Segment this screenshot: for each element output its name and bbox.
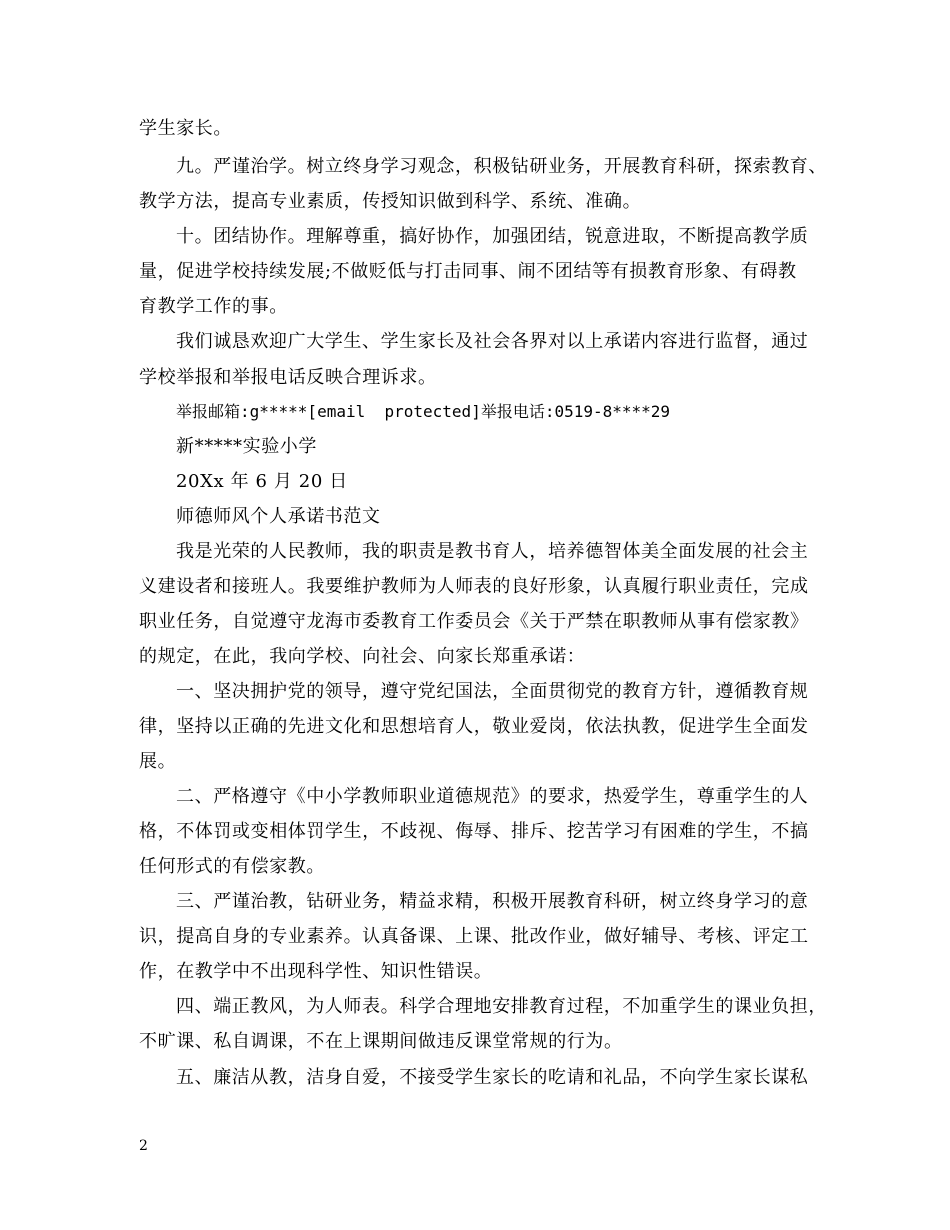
- text-line: 任何形式的有偿家教。: [139, 856, 325, 877]
- page-number: 2: [139, 1138, 148, 1154]
- report-contact-line: 举报邮箱:g*****[email protected]举报电话:0519-8****29: [176, 402, 671, 421]
- text-line: 量，促进学校持续发展;不做贬低与打击同事、闹不团结等有损教育形象、有碍教: [139, 261, 797, 282]
- text-line: 律，坚持以正确的先进文化和思想培育人，敬业爱岗，依法执教，促进学生全面发: [139, 716, 809, 737]
- text-line: 一、坚决拥护党的领导，遵守党纪国法，全面贯彻党的教育方针，遵循教育规: [176, 681, 809, 702]
- text-line: 格，不体罚或变相体罚学生，不歧视、侮辱、排斥、挖苦学习有困难的学生，不搞: [139, 821, 809, 842]
- text-line: 育教学工作的事。: [139, 296, 288, 317]
- text-line: 学校举报和举报电话反映合理诉求。: [139, 367, 437, 388]
- text-line: 职业任务，自觉遵守龙海市委教育工作委员会《关于严禁在职教师从事有偿家教》: [139, 611, 809, 632]
- text-line: 四、端正教风，为人师表。科学合理地安排教育过程，不加重学生的课业负担，: [176, 996, 827, 1017]
- text-line: 作，在教学中不出现科学性、知识性错误。: [139, 961, 493, 982]
- text-line: 五、廉洁从教，洁身自爱，不接受学生家长的吃请和礼品，不向学生家长谋私: [176, 1067, 809, 1088]
- text-line: 不旷课、私自调课，不在上课期间做违反课堂常规的行为。: [139, 1031, 623, 1052]
- text-line: 展。: [139, 751, 177, 772]
- text-line: 九。严谨治学。树立终身学习观念，积极钻研业务，开展教育科研，探索教育、: [176, 156, 827, 177]
- section-title: 师德师风个人承诺书范文: [176, 506, 381, 527]
- text-line: 学生家长。: [139, 118, 232, 139]
- school-name: 新*****实验小学: [176, 436, 317, 457]
- text-line: 我是光荣的人民教师，我的职责是教书育人，培养德智体美全面发展的社会主: [176, 541, 809, 562]
- document-date: 20Xx 年 6 月 20 日: [176, 471, 348, 492]
- text-line: 的规定，在此，我向学校、向社会、向家长郑重承诺：: [139, 646, 586, 667]
- text-line: 十。团结协作。理解尊重，搞好协作，加强团结，锐意进取，不断提高教学质: [176, 226, 809, 247]
- text-line: 识，提高自身的专业素养。认真备课、上课、批改作业，做好辅导、考核、评定工: [139, 926, 809, 947]
- text-line: 二、严格遵守《中小学教师职业道德规范》的要求，热爱学生，尊重学生的人: [176, 786, 809, 807]
- text-line: 义建设者和接班人。我要维护教师为人师表的良好形象，认真履行职业责任，完成: [139, 576, 809, 597]
- text-line: 我们诚恳欢迎广大学生、学生家长及社会各界对以上承诺内容进行监督，通过: [176, 331, 809, 352]
- text-line: 教学方法，提高专业素质，传授知识做到科学、系统、准确。: [139, 191, 642, 212]
- text-line: 三、严谨治教，钻研业务，精益求精，积极开展教育科研，树立终身学习的意: [176, 891, 809, 912]
